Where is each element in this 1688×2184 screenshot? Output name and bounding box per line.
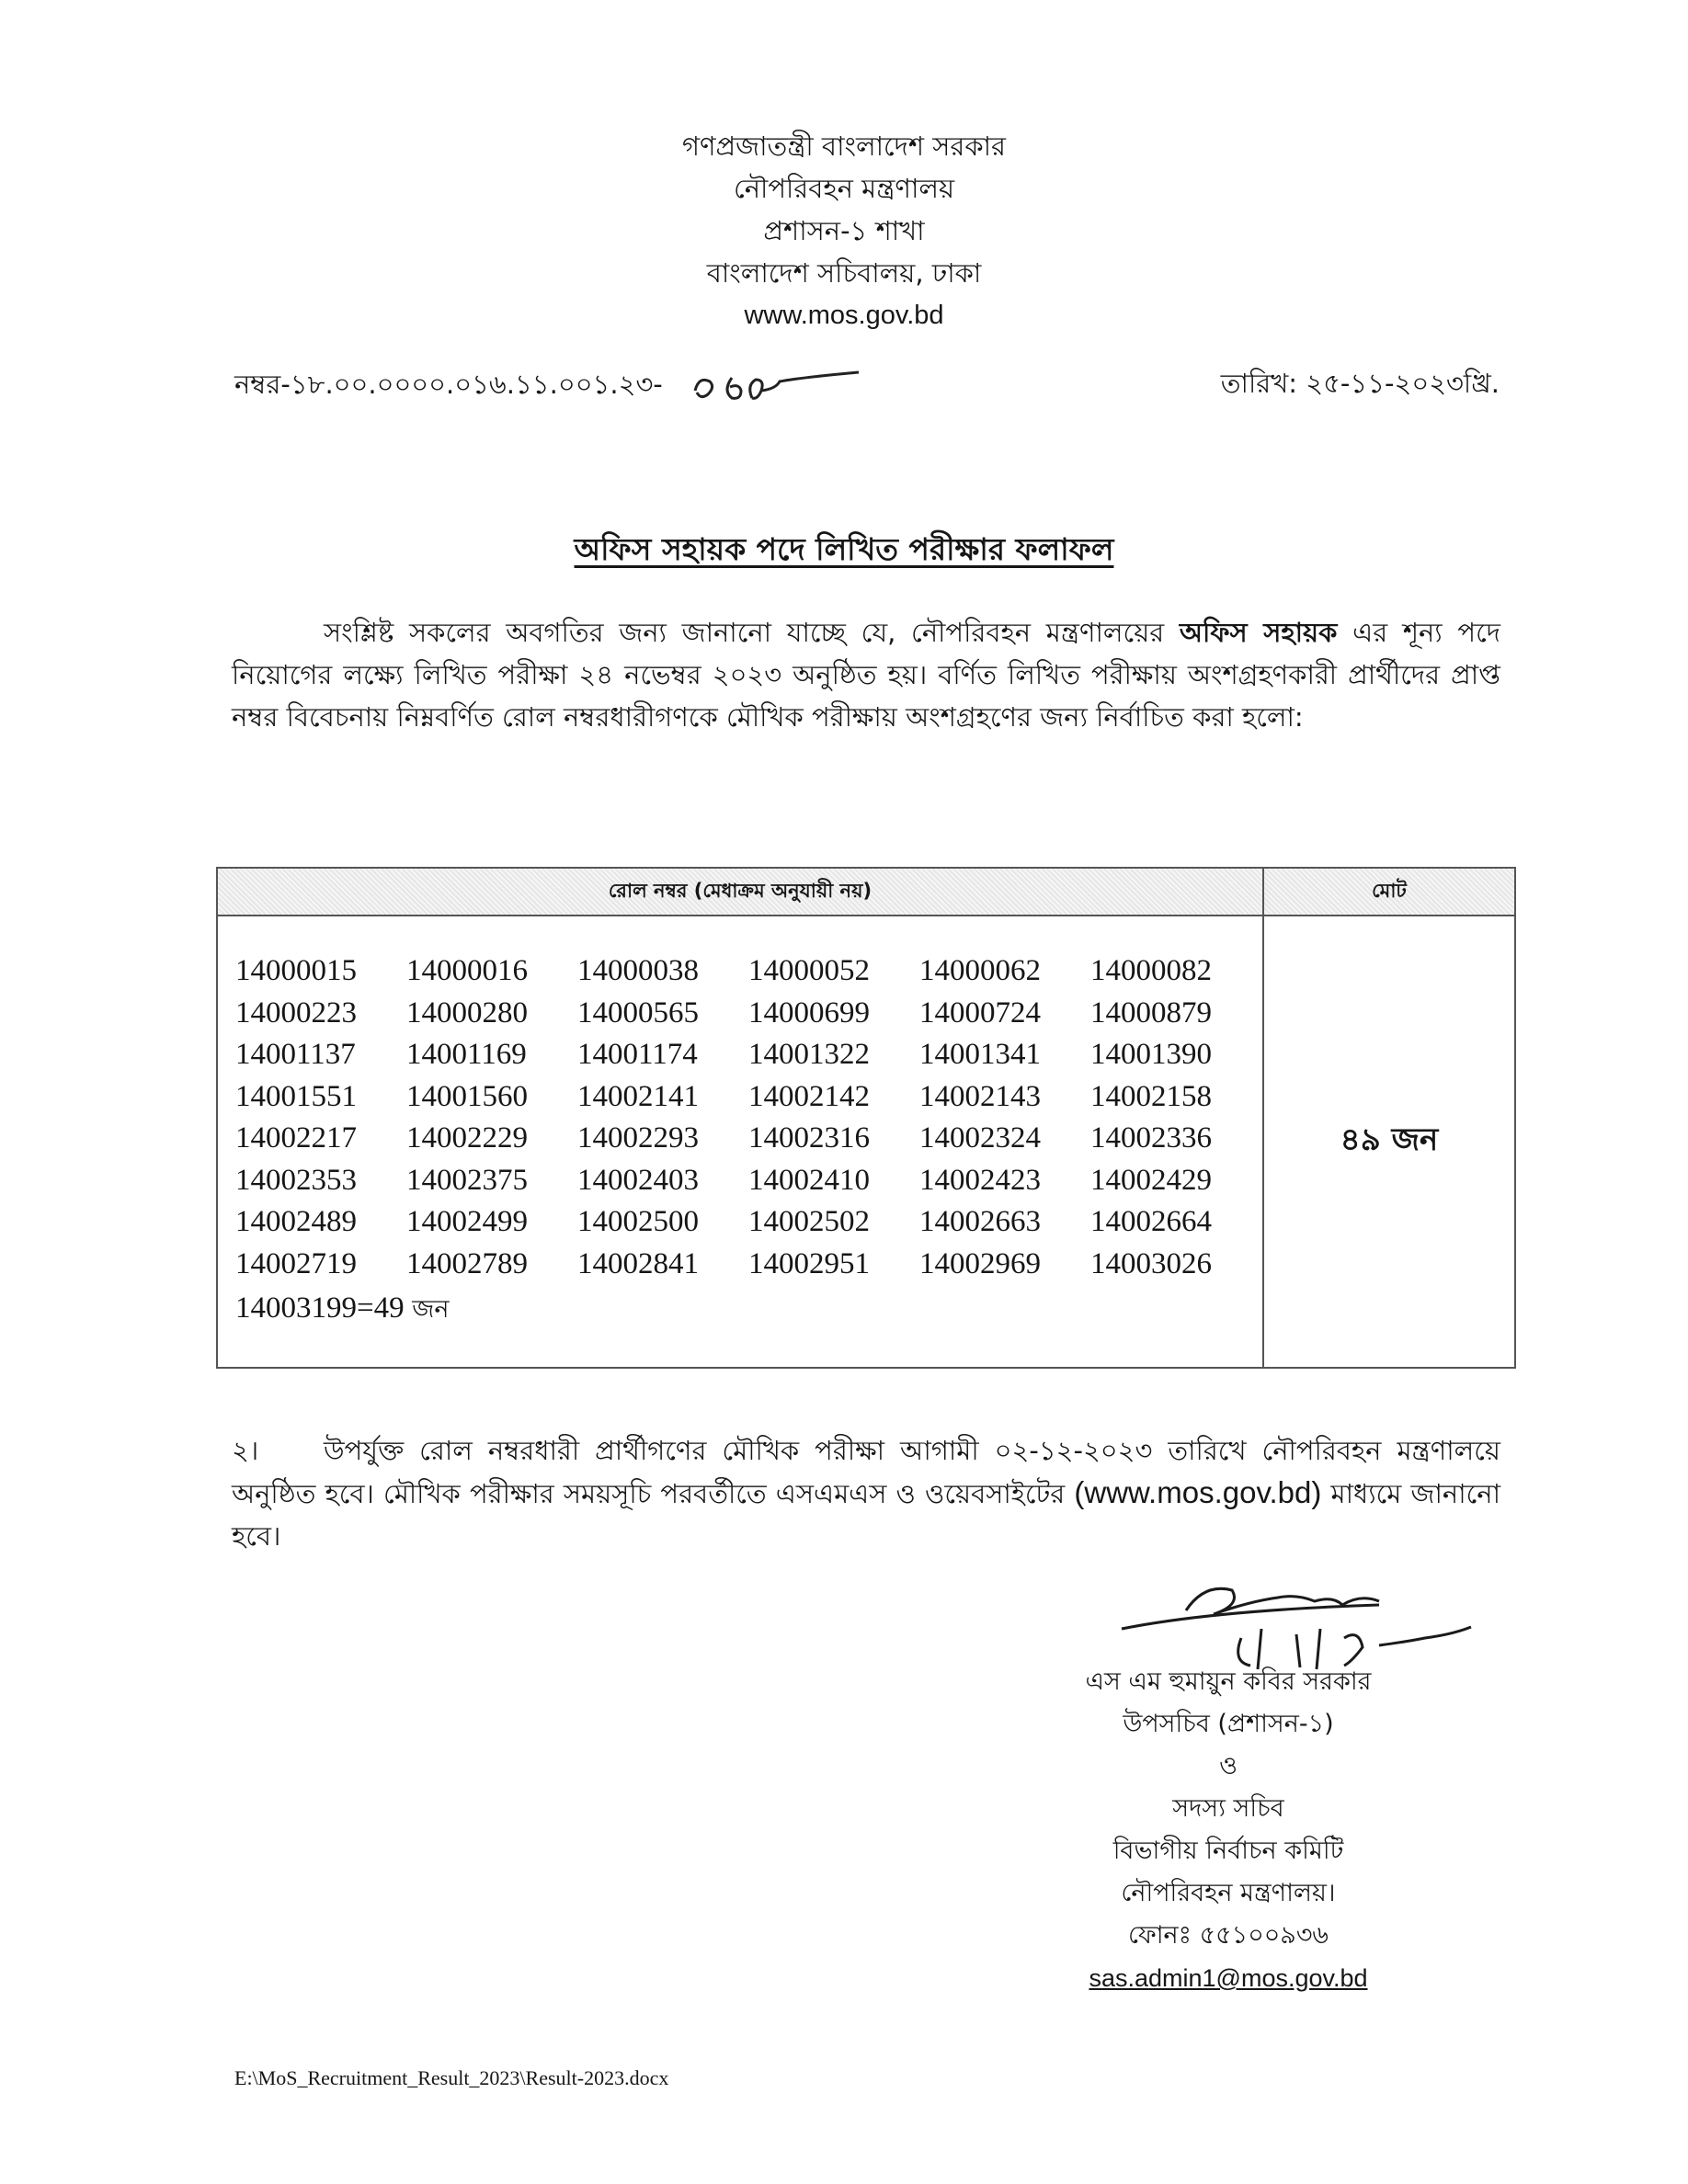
office-address: বাংলাদেশ সচিবালয়, ঢাকা — [706, 257, 982, 289]
roll-number: 14000879 — [1090, 995, 1212, 1029]
roll-number: 14002353 — [235, 1163, 357, 1197]
roll-number: 14000038 — [577, 954, 699, 987]
roll-number: 14001322 — [748, 1038, 870, 1071]
signatory-name: এস এম হুমায়ুন কবির সরকার — [1085, 1667, 1372, 1696]
roll-number: 14002403 — [577, 1163, 699, 1197]
conjunction: ও — [1219, 1752, 1237, 1780]
roll-number: 14002158 — [1090, 1079, 1212, 1113]
memo-date: তারিখ: ২৫-১১-২০২৩খ্রি. — [1220, 368, 1500, 399]
roll-number: 14000699 — [748, 995, 870, 1029]
roll-number: 14000082 — [1090, 954, 1212, 987]
roll-number: 14001551 — [235, 1079, 357, 1113]
roll-number: 14002141 — [577, 1079, 699, 1113]
government-name: গণপ্রজাতন্ত্রী বাংলাদেশ সরকার — [681, 131, 1007, 162]
signatory-role: সদস্য সচিব — [1172, 1794, 1284, 1823]
result-table — [216, 867, 1516, 1369]
roll-number: 14002324 — [919, 1121, 1041, 1155]
roll-number: 14002316 — [748, 1121, 870, 1155]
roll-number: 14002143 — [919, 1079, 1041, 1113]
roll-number: 14002951 — [748, 1246, 870, 1280]
roll-number: 14000052 — [748, 954, 870, 987]
total-count: ৪৯ জন — [1263, 916, 1515, 1368]
roll-number: 14002499 — [406, 1205, 528, 1238]
intro-text-2: এর শূন্য পদে নিয়োগের লক্ষ্যে লিখিত পরীক্ষা ২৪ নভেম্বর ২০২৩ অনুষ্ঠিত হয়। বর্ণিত লিখিত পরীক্ষায় অংশগ্রহণকারী প্রার্থীদের প্রাপ্ত নম্বর বিবেচনায় নিম্নবর্ণিত রোল নম্বরধারীগণকে মৌখিক পরীক্ষায় অংশগ্রহণের জন্য নির্বাচিত করা হলো: — [232, 617, 1500, 733]
roll-number: 14000016 — [406, 954, 528, 987]
last-roll-number: 14003199=49 — [235, 1291, 405, 1325]
phone-number: ফোনঃ ৫৫১০০৯৩৬ — [1128, 1921, 1329, 1950]
roll-number: 14003026 — [1090, 1246, 1212, 1280]
roll-number: 14000015 — [235, 954, 357, 987]
roll-number: 14002502 — [748, 1205, 870, 1238]
website-link[interactable]: www.mos.gov.bd — [744, 301, 944, 330]
committee-name: বিভাগীয় নির্বাচন কমিটি — [1112, 1837, 1344, 1865]
memo-number-line — [234, 363, 862, 409]
roll-number: 14000223 — [235, 995, 357, 1029]
viva-notice-text-end: মাধ্যমে জানানো হবে। — [232, 1478, 1500, 1552]
roll-column-header: রোল নম্বর (মেধাক্রম অনুযায়ী নয়) — [217, 868, 1263, 916]
roll-number: 14002719 — [235, 1246, 357, 1280]
roll-number: 14002429 — [1090, 1163, 1212, 1197]
roll-number: 14000280 — [406, 995, 528, 1029]
document-title: অফিস সহায়ক পদে লিখিত পরীক্ষার ফলাফল — [574, 531, 1114, 567]
signature-block — [998, 1661, 1458, 1999]
email-link[interactable]: sas.admin1@mos.gov.bd — [1089, 1964, 1368, 1992]
roll-number: 14000062 — [919, 954, 1041, 987]
paragraph-number: ২। — [232, 1435, 259, 1466]
roll-number: 14002500 — [577, 1205, 699, 1238]
roll-number: 14002423 — [919, 1163, 1041, 1197]
intro-paragraph — [232, 611, 1500, 738]
roll-number: 14002229 — [406, 1121, 528, 1155]
branch-name: প্রশাসন-১ শাখা — [763, 215, 925, 246]
roll-number: 14002789 — [406, 1246, 528, 1280]
roll-number: 14001341 — [919, 1038, 1041, 1071]
roll-number: 14001169 — [406, 1038, 527, 1071]
letterhead — [0, 125, 1688, 336]
roll-number-list — [235, 950, 1261, 1285]
last-roll-line — [235, 1291, 1261, 1332]
roll-number: 14001174 — [577, 1038, 698, 1071]
roll-number: 14002663 — [919, 1205, 1041, 1238]
roll-number: 14000724 — [919, 995, 1041, 1029]
notice-website-link[interactable]: (www.mos.gov.bd) — [1074, 1475, 1322, 1509]
roll-number-cell — [217, 916, 1263, 1368]
roll-number: 14002375 — [406, 1163, 528, 1197]
viva-notice-text: উপর্যুক্ত রোল নম্বরধারী প্রার্থীগণের মৌখিক পরীক্ষা আগামী ০২-১২-২০২৩ তারিখে নৌপরিবহন মন্ত্রণালয়ে অনুষ্ঠিত হবে। মৌখিক পরীক্ষার সময়সূচি পরবর্তীতে এসএমএস ও ওয়েবসাইটের — [232, 1435, 1500, 1509]
roll-number: 14002664 — [1090, 1205, 1212, 1238]
roll-number: 14001137 — [235, 1038, 356, 1071]
roll-number: 14002410 — [748, 1163, 870, 1197]
roll-number: 14001390 — [1090, 1038, 1212, 1071]
intro-post-name: অফিস সহায়ক — [1179, 617, 1338, 648]
ministry-name: নৌপরিবহন মন্ত্রণালয় — [733, 173, 955, 204]
memo-number: নম্বর-১৮.০০.০০০০.০১৬.১১.০০১.২৩- — [234, 369, 663, 400]
roll-number: 14002841 — [577, 1246, 699, 1280]
roll-number: 14002293 — [577, 1121, 699, 1155]
roll-number: 14002217 — [235, 1121, 357, 1155]
roll-number: 14002969 — [919, 1246, 1041, 1280]
file-path-footer: E:\MoS_Recruitment_Result_2023\Result-2023.docx — [234, 2066, 669, 2089]
viva-notice-paragraph — [232, 1429, 1500, 1557]
roll-number: 14000565 — [577, 995, 699, 1029]
handwritten-memo-number — [688, 363, 862, 409]
total-column-header: মোট — [1263, 868, 1515, 916]
roll-number: 14002336 — [1090, 1121, 1212, 1155]
signatory-designation: উপসচিব (প্রশাসন-১) — [1123, 1710, 1334, 1738]
last-roll-suffix: জন — [404, 1295, 450, 1324]
signatory-ministry: নৌপরিবহন মন্ত্রণালয়। — [1121, 1879, 1336, 1907]
roll-number: 14002489 — [235, 1205, 357, 1238]
roll-number: 14001560 — [406, 1079, 528, 1113]
intro-text-1: সংশ্লিষ্ট সকলের অবগতির জন্য জানানো যাচ্ছে যে, নৌপরিবহন মন্ত্রণালয়ের — [324, 617, 1180, 648]
roll-number: 14002142 — [748, 1079, 870, 1113]
